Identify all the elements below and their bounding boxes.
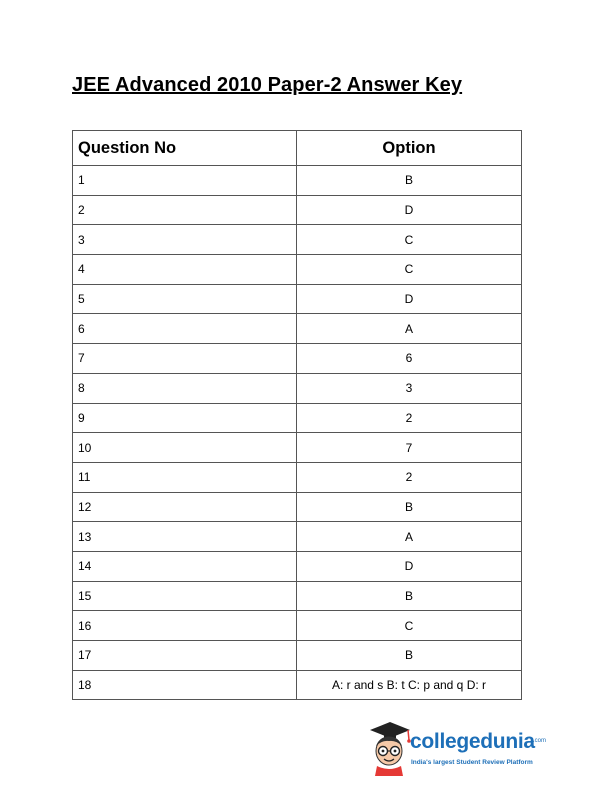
answer-option: 3 — [297, 373, 522, 403]
answer-option: 2 — [297, 462, 522, 492]
answer-key-table — [72, 130, 522, 700]
question-number: 17 — [73, 641, 297, 671]
table-row — [73, 462, 522, 492]
question-number: 10 — [73, 433, 297, 463]
question-number: 14 — [73, 551, 297, 581]
answer-option: A — [297, 314, 522, 344]
question-number: 11 — [73, 462, 297, 492]
answer-option: B — [297, 166, 522, 196]
table-header-row — [73, 131, 522, 166]
answer-option: 7 — [297, 433, 522, 463]
table-row — [73, 314, 522, 344]
answer-option: C — [297, 255, 522, 285]
answer-option: C — [297, 611, 522, 641]
question-number: 1 — [73, 166, 297, 196]
question-number: 18 — [73, 670, 297, 700]
question-number: 6 — [73, 314, 297, 344]
question-number: 2 — [73, 195, 297, 225]
table-row — [73, 284, 522, 314]
table-row — [73, 433, 522, 463]
header-question-no: Question No — [73, 131, 297, 166]
answer-option: 2 — [297, 403, 522, 433]
answer-option: C — [297, 225, 522, 255]
table-row — [73, 670, 522, 700]
question-number: 15 — [73, 581, 297, 611]
question-number: 8 — [73, 373, 297, 403]
page-title: JEE Advanced 2010 Paper-2 Answer Key — [72, 74, 463, 96]
question-number: 13 — [73, 522, 297, 552]
question-number: 7 — [73, 344, 297, 374]
table-row — [73, 522, 522, 552]
table-row — [73, 492, 522, 522]
answer-option: D — [297, 195, 522, 225]
answer-option: B — [297, 641, 522, 671]
table-row — [73, 255, 522, 285]
table-row — [73, 344, 522, 374]
question-number: 3 — [73, 225, 297, 255]
answer-option: B — [297, 492, 522, 522]
table-row — [73, 641, 522, 671]
answer-option: D — [297, 551, 522, 581]
question-number: 9 — [73, 403, 297, 433]
answer-option: B — [297, 581, 522, 611]
question-number: 16 — [73, 611, 297, 641]
table-row — [73, 551, 522, 581]
answer-option: D — [297, 284, 522, 314]
question-number: 5 — [73, 284, 297, 314]
table-row — [73, 195, 522, 225]
table-row — [73, 166, 522, 196]
table-row — [73, 611, 522, 641]
table-row — [73, 225, 522, 255]
table-row — [73, 581, 522, 611]
question-number: 4 — [73, 255, 297, 285]
header-option: Option — [297, 131, 522, 166]
answer-option: A — [297, 522, 522, 552]
answer-option: 6 — [297, 344, 522, 374]
logo-tld: .com — [533, 738, 547, 744]
table-row — [73, 373, 522, 403]
question-number: 12 — [73, 492, 297, 522]
table-row — [73, 403, 522, 433]
logo-tagline: India's largest Student Review Platform — [411, 759, 533, 766]
mascot-icon — [370, 722, 411, 776]
logo-wordmark: collegedunia — [410, 730, 535, 753]
answer-option: A: r and s B: t C: p and q D: r — [297, 670, 522, 700]
